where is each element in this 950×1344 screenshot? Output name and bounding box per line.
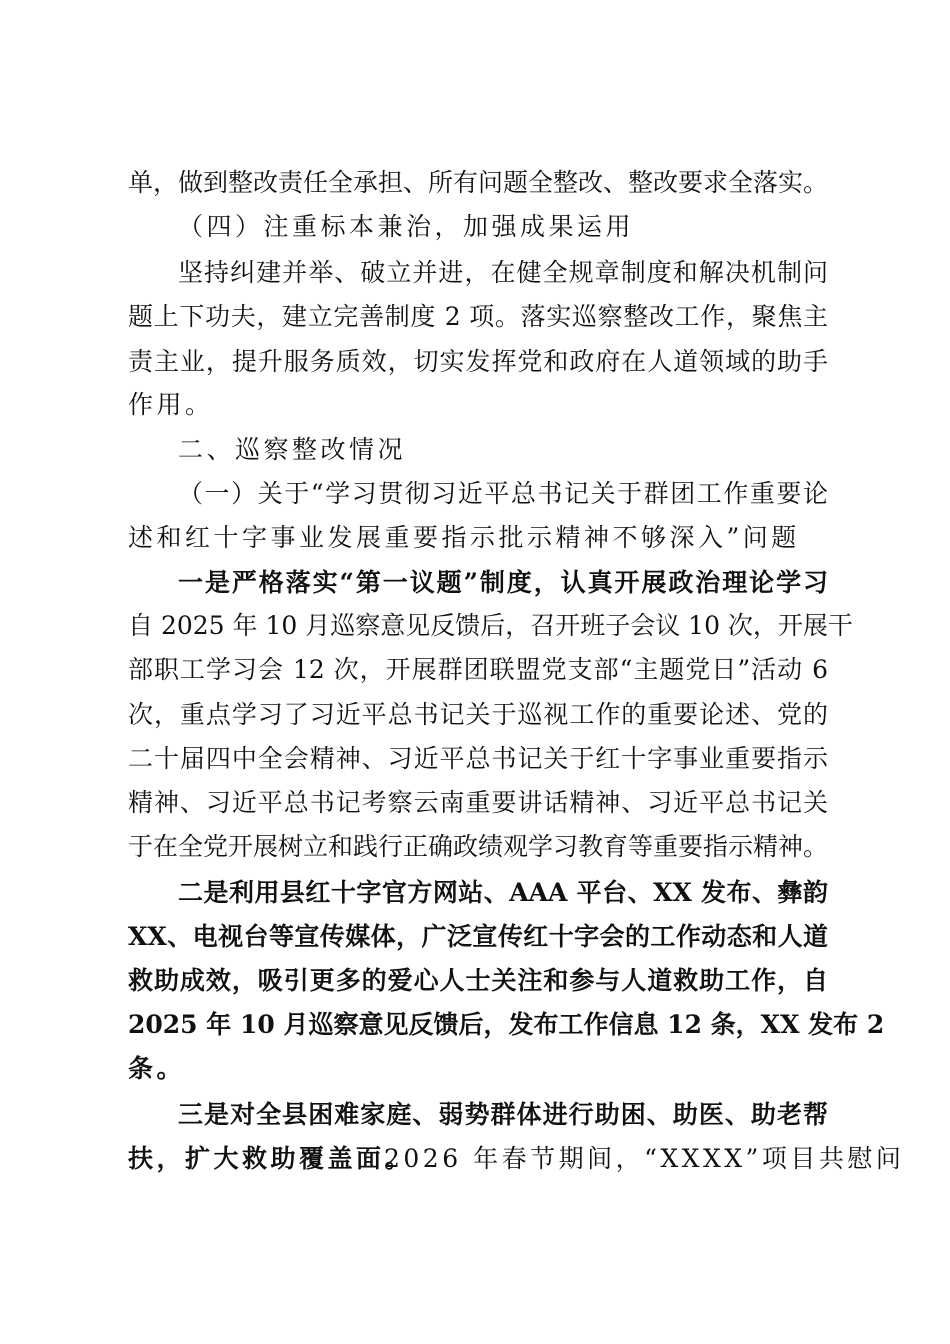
bold-paragraph-line: XX、电视台等宣传媒体，广泛宣传红十字会的工作动态和人道	[128, 922, 828, 951]
paragraph-line: 单，做到整改责任全承担、所有问题全整改、整改要求全落实。	[128, 168, 829, 197]
bold-paragraph-line: 三是对全县困难家庭、弱势群体进行助困、助医、助老帮	[178, 1100, 828, 1129]
bold-paragraph-line: 一是严格落实“第一议题”制度，认真开展政治理论学习	[178, 568, 828, 597]
paragraph-line: 于在全党开展树立和践行正确政绩观学习教育等重要指示精神。	[128, 832, 829, 861]
section-heading: 述和红十字事业发展重要指示批示精神不够深入”问题	[128, 523, 800, 552]
paragraph-line: 作用。	[128, 390, 214, 419]
paragraph-line: 责主业，提升服务质效，切实发挥党和政府在人道领域的助手	[128, 347, 828, 376]
paragraph-line: 二十届四中全会精神、习近平总书记关于红十字事业重要指示	[128, 744, 828, 773]
section-heading: （四）注重标本兼治，加强成果运用	[178, 212, 635, 241]
bold-paragraph-line: 条。	[128, 1054, 186, 1083]
bold-paragraph-line: 救助成效，吸引更多的爱心人士关注和参与人道救助工作，自	[128, 966, 828, 995]
bold-paragraph-line: 二是利用县红十字官方网站、AAA 平台、XX 发布、彝韵	[178, 878, 828, 907]
paragraph-line: 题上下功夫，建立完善制度 2 项。落实巡察整改工作，聚焦主	[128, 302, 828, 331]
section-heading: 二、巡察整改情况	[178, 435, 407, 464]
paragraph-line: 坚持纠建并举、破立并进，在健全规章制度和解决机制问	[178, 258, 828, 287]
bold-paragraph-line: 2025 年 10 月巡察意见反馈后，发布工作信息 12 条，XX 发布 2	[128, 1010, 885, 1039]
paragraph-line: 精神、习近平总书记考察云南重要讲话精神、习近平总书记关	[128, 788, 828, 817]
section-heading: （一）关于“学习贯彻习近平总书记关于群团工作重要论	[178, 479, 828, 508]
bold-paragraph-line: 扶，扩大救助覆盖面。	[128, 1144, 414, 1173]
paragraph-line: 自 2025 年 10 月巡察意见反馈后，召开班子会议 10 次，开展干	[128, 611, 853, 640]
paragraph-line: 部职工学习会 12 次，开展群团联盟党支部“主题党日”活动 6	[128, 655, 828, 684]
paragraph-line: 2026 年春节期间，“XXXX”项目共慰问	[384, 1144, 905, 1173]
paragraph-line: 次，重点学习了习近平总书记关于巡视工作的重要论述、党的	[128, 700, 828, 729]
